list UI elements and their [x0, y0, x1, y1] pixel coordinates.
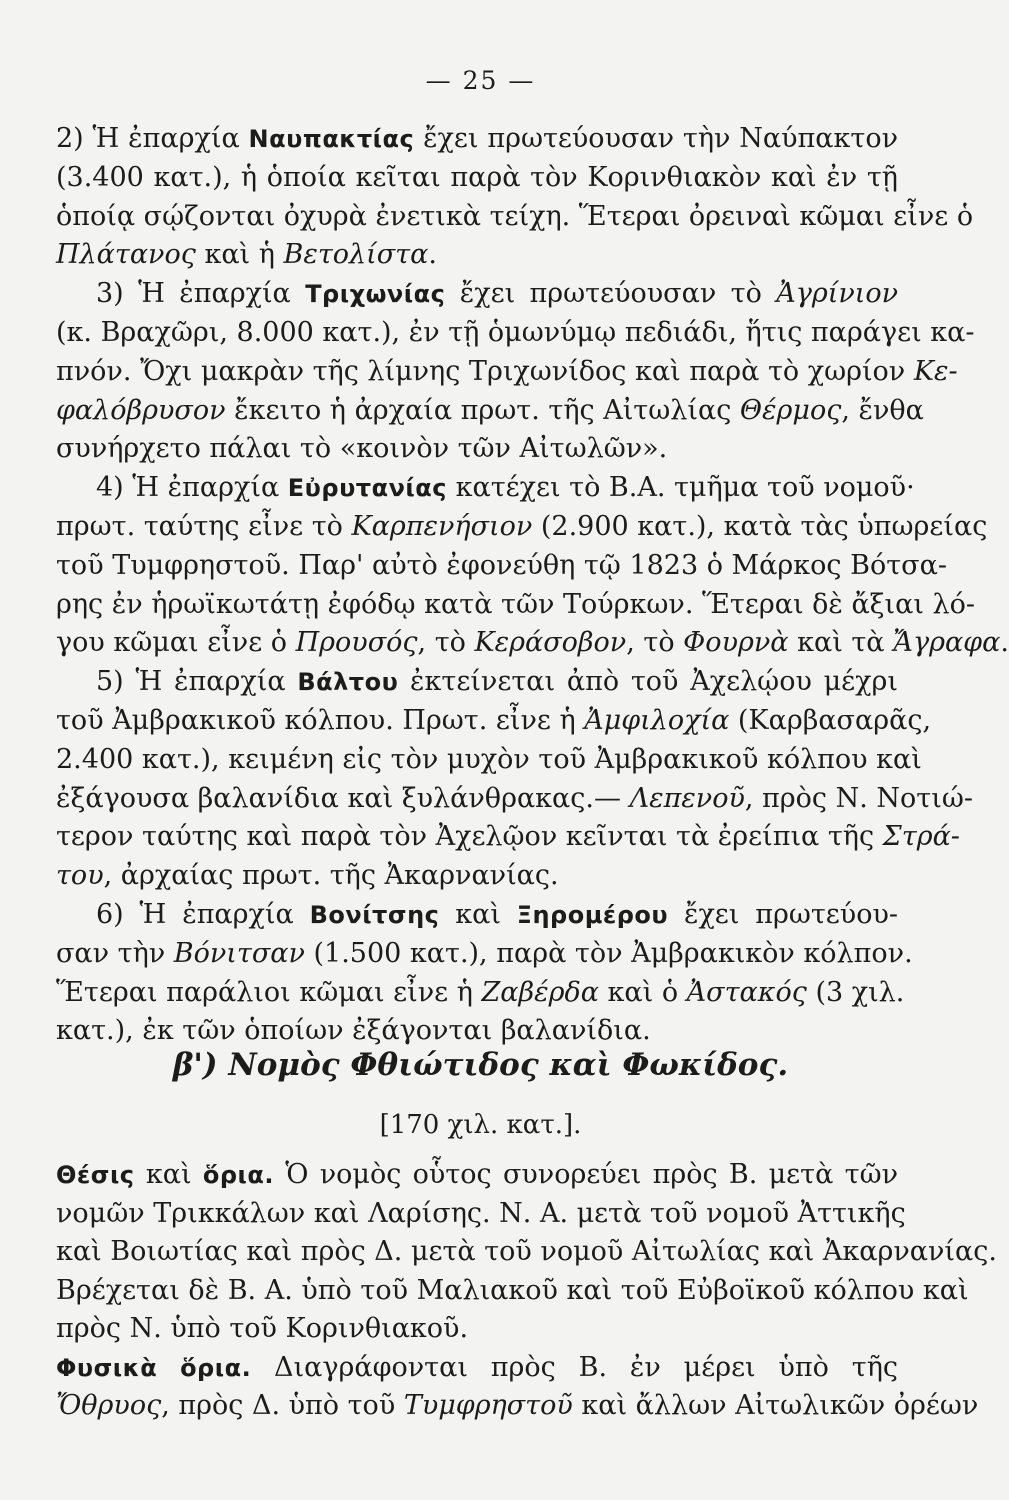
text-line [56, 432, 898, 466]
text-line [56, 1351, 898, 1385]
text-run: καὶ ἄλλων Αἰτωλικῶν ὀρέων [572, 1390, 979, 1421]
section-area: [170 χιλ. κατ.]. [379, 1110, 582, 1140]
italic-place-name: Βετολίστα [283, 239, 429, 271]
text-run: καὶ Βοιωτίας καὶ πρὸς Δ. μετὰ τοῦ νομοῦ Αἰτωλίας καὶ Ἀκαρνανίας. [56, 1236, 997, 1267]
text-line [56, 626, 1009, 660]
text-line [96, 277, 898, 311]
section-heading: β') Νομὸς Φθιώτιδος καὶ Φωκίδος. [172, 1047, 789, 1083]
text-line [56, 588, 976, 622]
text-run: καὶ ὁ [598, 976, 687, 1008]
text-line [56, 1389, 979, 1423]
text-run: πνόν. Ὄχι μακρὰν τῆς λίμνης Τριχωνίδος καὶ παρὰ τὸ χωρίον [56, 355, 914, 387]
text-line [56, 1014, 898, 1048]
text-run: 2.400 κατ.), κειμένη εἰς τὸν μυχὸν τοῦ Ἀμβρακικοῦ κόλπου καὶ [56, 743, 922, 775]
italic-place-name: Λεπενοῦ [629, 782, 745, 814]
text-run: Βρέχεται δὲ Β. Α. ὑπὸ τοῦ Μαλιακοῦ καὶ τοῦ Εὐβοϊκοῦ κόλπου καὶ [56, 1274, 969, 1306]
text-line [56, 1274, 969, 1308]
text-line [56, 704, 932, 738]
italic-place-name: Κε- [913, 355, 958, 387]
text-line [56, 1235, 997, 1269]
text-line [56, 782, 973, 816]
text-line [56, 1312, 898, 1346]
text-run: συνήρχετο πάλαι τὸ «κοινὸν τῶν Αἰτωλῶν». [56, 433, 668, 465]
italic-place-name: Καρπενήσιον [351, 511, 533, 542]
text-run: καὶ τὰ [788, 627, 894, 659]
text-run: , τὸ [417, 627, 475, 659]
bold-term: Ναυπακτίας [248, 125, 415, 153]
text-run: Ἕτεραι παράλιοι κῶμαι εἶνε ἡ [56, 976, 482, 1008]
text-line [56, 510, 988, 544]
text-run: , ἀρχαίας πρωτ. τῆς Ἀκαρνανίας. [103, 860, 559, 892]
text-run: ἐξάγουσα βαλανίδια καὶ ξυλάνθρακας.— [56, 782, 630, 814]
text-run: ἐκτείνεται ἀπὸ τοῦ Ἀχελῴου μέχρι [398, 666, 898, 698]
text-run [157, 1352, 180, 1383]
text-run: καὶ [134, 1159, 203, 1190]
text-run: κατ.), ἐκ τῶν ὁποίων ἐξάγονται βαλανίδια. [56, 1015, 651, 1047]
italic-place-name: Θέρμος [739, 394, 842, 426]
text-run: . [1000, 627, 1009, 659]
text-line [96, 665, 898, 699]
italic-place-name: Προυσός [295, 627, 418, 659]
italic-place-name: Κεράσοβον [474, 627, 627, 659]
text-run: τοῦ Ἀμβρακικοῦ κόλπου. Πρωτ. εἶνε ἡ [56, 705, 585, 736]
text-line [56, 394, 924, 428]
text-run: γου κῶμαι εἶνε ὁ [56, 627, 296, 659]
text-run: 2) Ἡ ἐπαρχία [56, 123, 249, 154]
page-number: — 25 — [425, 66, 536, 95]
bold-term: Φυσικὰ [56, 1353, 158, 1382]
text-run: τερον ταύτης καὶ παρὰ τὸν Ἀχελῷον κεῖνται τὰ ἐρείπια τῆς [56, 821, 883, 853]
text-run: Διαγράφονται πρὸς Β. ἐν μέρει ὑπὸ τῆς [251, 1351, 898, 1383]
text-line [56, 976, 905, 1010]
text-line [56, 937, 913, 971]
text-run: τοῦ Τυμφρηστοῦ. Παρ' αὐτὸ ἐφονεύθη τῷ 1823 ὁ Μάρκος Βότσα- [56, 549, 947, 581]
italic-place-name: Βόνιτσαν [173, 937, 305, 969]
text-run: καὶ ἡ [195, 239, 284, 271]
text-line [56, 161, 898, 195]
text-line [56, 743, 922, 777]
text-run: 4) Ἡ ἐπαρχία [96, 472, 288, 504]
text-run: ἔχει πρωτεύου- [668, 899, 898, 930]
text-run: (3 χιλ. [806, 976, 905, 1008]
italic-place-name: Φουρνὰ [683, 627, 789, 659]
text-line [96, 471, 915, 505]
text-run: 3) Ἡ ἐπαρχία [96, 278, 306, 310]
text-line [56, 859, 898, 893]
italic-place-name: Ἀγρίνιον [776, 278, 898, 310]
italic-place-name: Ὄθρυος [56, 1390, 162, 1421]
text-run: ἔχει πρωτεύουσαν τὸ [445, 278, 777, 310]
bold-term: Ξηρομέρου [516, 901, 669, 929]
text-run: 6) Ἡ ἐπαρχία [96, 899, 310, 930]
text-line [56, 355, 958, 389]
text-run: ἔχει πρωτεύουσαν τὴν Ναύπακτον [414, 123, 898, 154]
bold-term: Τριχωνίας [305, 280, 446, 309]
bold-term: Βάλτου [297, 668, 399, 697]
italic-place-name: Ἀμφιλοχία [584, 705, 730, 736]
text-line [56, 238, 898, 272]
text-run: ρης ἐν ἡρωϊκωτάτῃ ἐφόδῳ κατὰ τῶν Τούρκων. Ἕτεραι δὲ ἄξιαι λό- [56, 588, 976, 620]
italic-place-name: Στρά- [882, 821, 960, 853]
text-run: 5) Ἡ ἐπαρχία [96, 666, 298, 698]
text-run: (2.900 κατ.), κατὰ τὰς ὑπωρείας [532, 511, 988, 542]
text-run: σαν τὴν [56, 937, 174, 969]
text-run: , ἔνθα [841, 394, 924, 426]
bold-term: ὅρια. [202, 1161, 274, 1189]
text-line [96, 898, 898, 932]
bold-term: ὅρια. [180, 1353, 252, 1382]
text-line [56, 1158, 898, 1192]
text-run: πρὸς Ν. ὑπὸ τοῦ Κορινθιακοῦ. [56, 1313, 469, 1344]
text-run: Ὁ νομὸς οὗτος συνορεύει πρὸς Β. μετὰ τῶν [273, 1159, 898, 1190]
text-line [56, 1197, 906, 1231]
text-run: κατέχει τὸ Β.Α. τμῆμα τοῦ νομοῦ· [447, 472, 915, 504]
italic-place-name: Ἀστακός [686, 976, 807, 1008]
italic-place-name: του [56, 860, 104, 892]
text-run: ὁποίᾳ σῴζονται ὀχυρὰ ἐνετικὰ τείχη. Ἕτεραι ὀρειναὶ κῶμαι εἶνε ὁ [56, 200, 974, 232]
text-run: νομῶν Τρικκάλων καὶ Λαρίσης. Ν. Α. μετὰ τοῦ νομοῦ Ἀττικῆς [56, 1197, 906, 1229]
text-run: , πρὸς Ν. Νοτιώ- [744, 782, 973, 814]
italic-place-name: φαλόβρυσον [56, 394, 226, 426]
text-run: (3.400 κατ.), ἡ ὁποία κεῖται παρὰ τὸν Κορινθιακὸν καὶ ἐν τῇ [56, 161, 898, 193]
text-run: (Καρβασαρᾶς, [729, 705, 932, 736]
italic-place-name: Ἄγραφα [893, 627, 1001, 659]
text-run: . [428, 239, 437, 271]
text-run: πρωτ. ταύτης εἶνε τὸ [56, 511, 352, 542]
text-line [56, 316, 975, 350]
text-run: ἔκειτο ἡ ἀρχαία πρωτ. τῆς Αἰτωλίας [225, 394, 740, 426]
text-run: καὶ [439, 899, 517, 930]
text-line [56, 200, 974, 234]
text-run: (κ. Βραχῶρι, 8.000 κατ.), ἐν τῇ ὁμωνύμῳ πεδιάδι, ἥτις παράγει κα- [56, 317, 975, 348]
bold-term: Εὐρυτανίας [287, 474, 447, 503]
text-line [56, 820, 960, 854]
text-line [56, 549, 947, 583]
text-run: , τὸ [626, 627, 684, 659]
text-run: , πρὸς Δ. ὑπὸ τοῦ [161, 1390, 404, 1421]
text-run: (1.500 κατ.), παρὰ τὸν Ἀμβρακικὸν κόλπον. [304, 937, 913, 969]
bold-term: Θέσις [56, 1161, 135, 1189]
text-line [56, 122, 898, 156]
italic-place-name: Ζαβέρδα [481, 976, 599, 1008]
italic-place-name: Πλάτανος [56, 239, 196, 271]
italic-place-name: Τυμφρηστοῦ [403, 1390, 573, 1421]
bold-term: Βονίτσης [309, 901, 440, 929]
